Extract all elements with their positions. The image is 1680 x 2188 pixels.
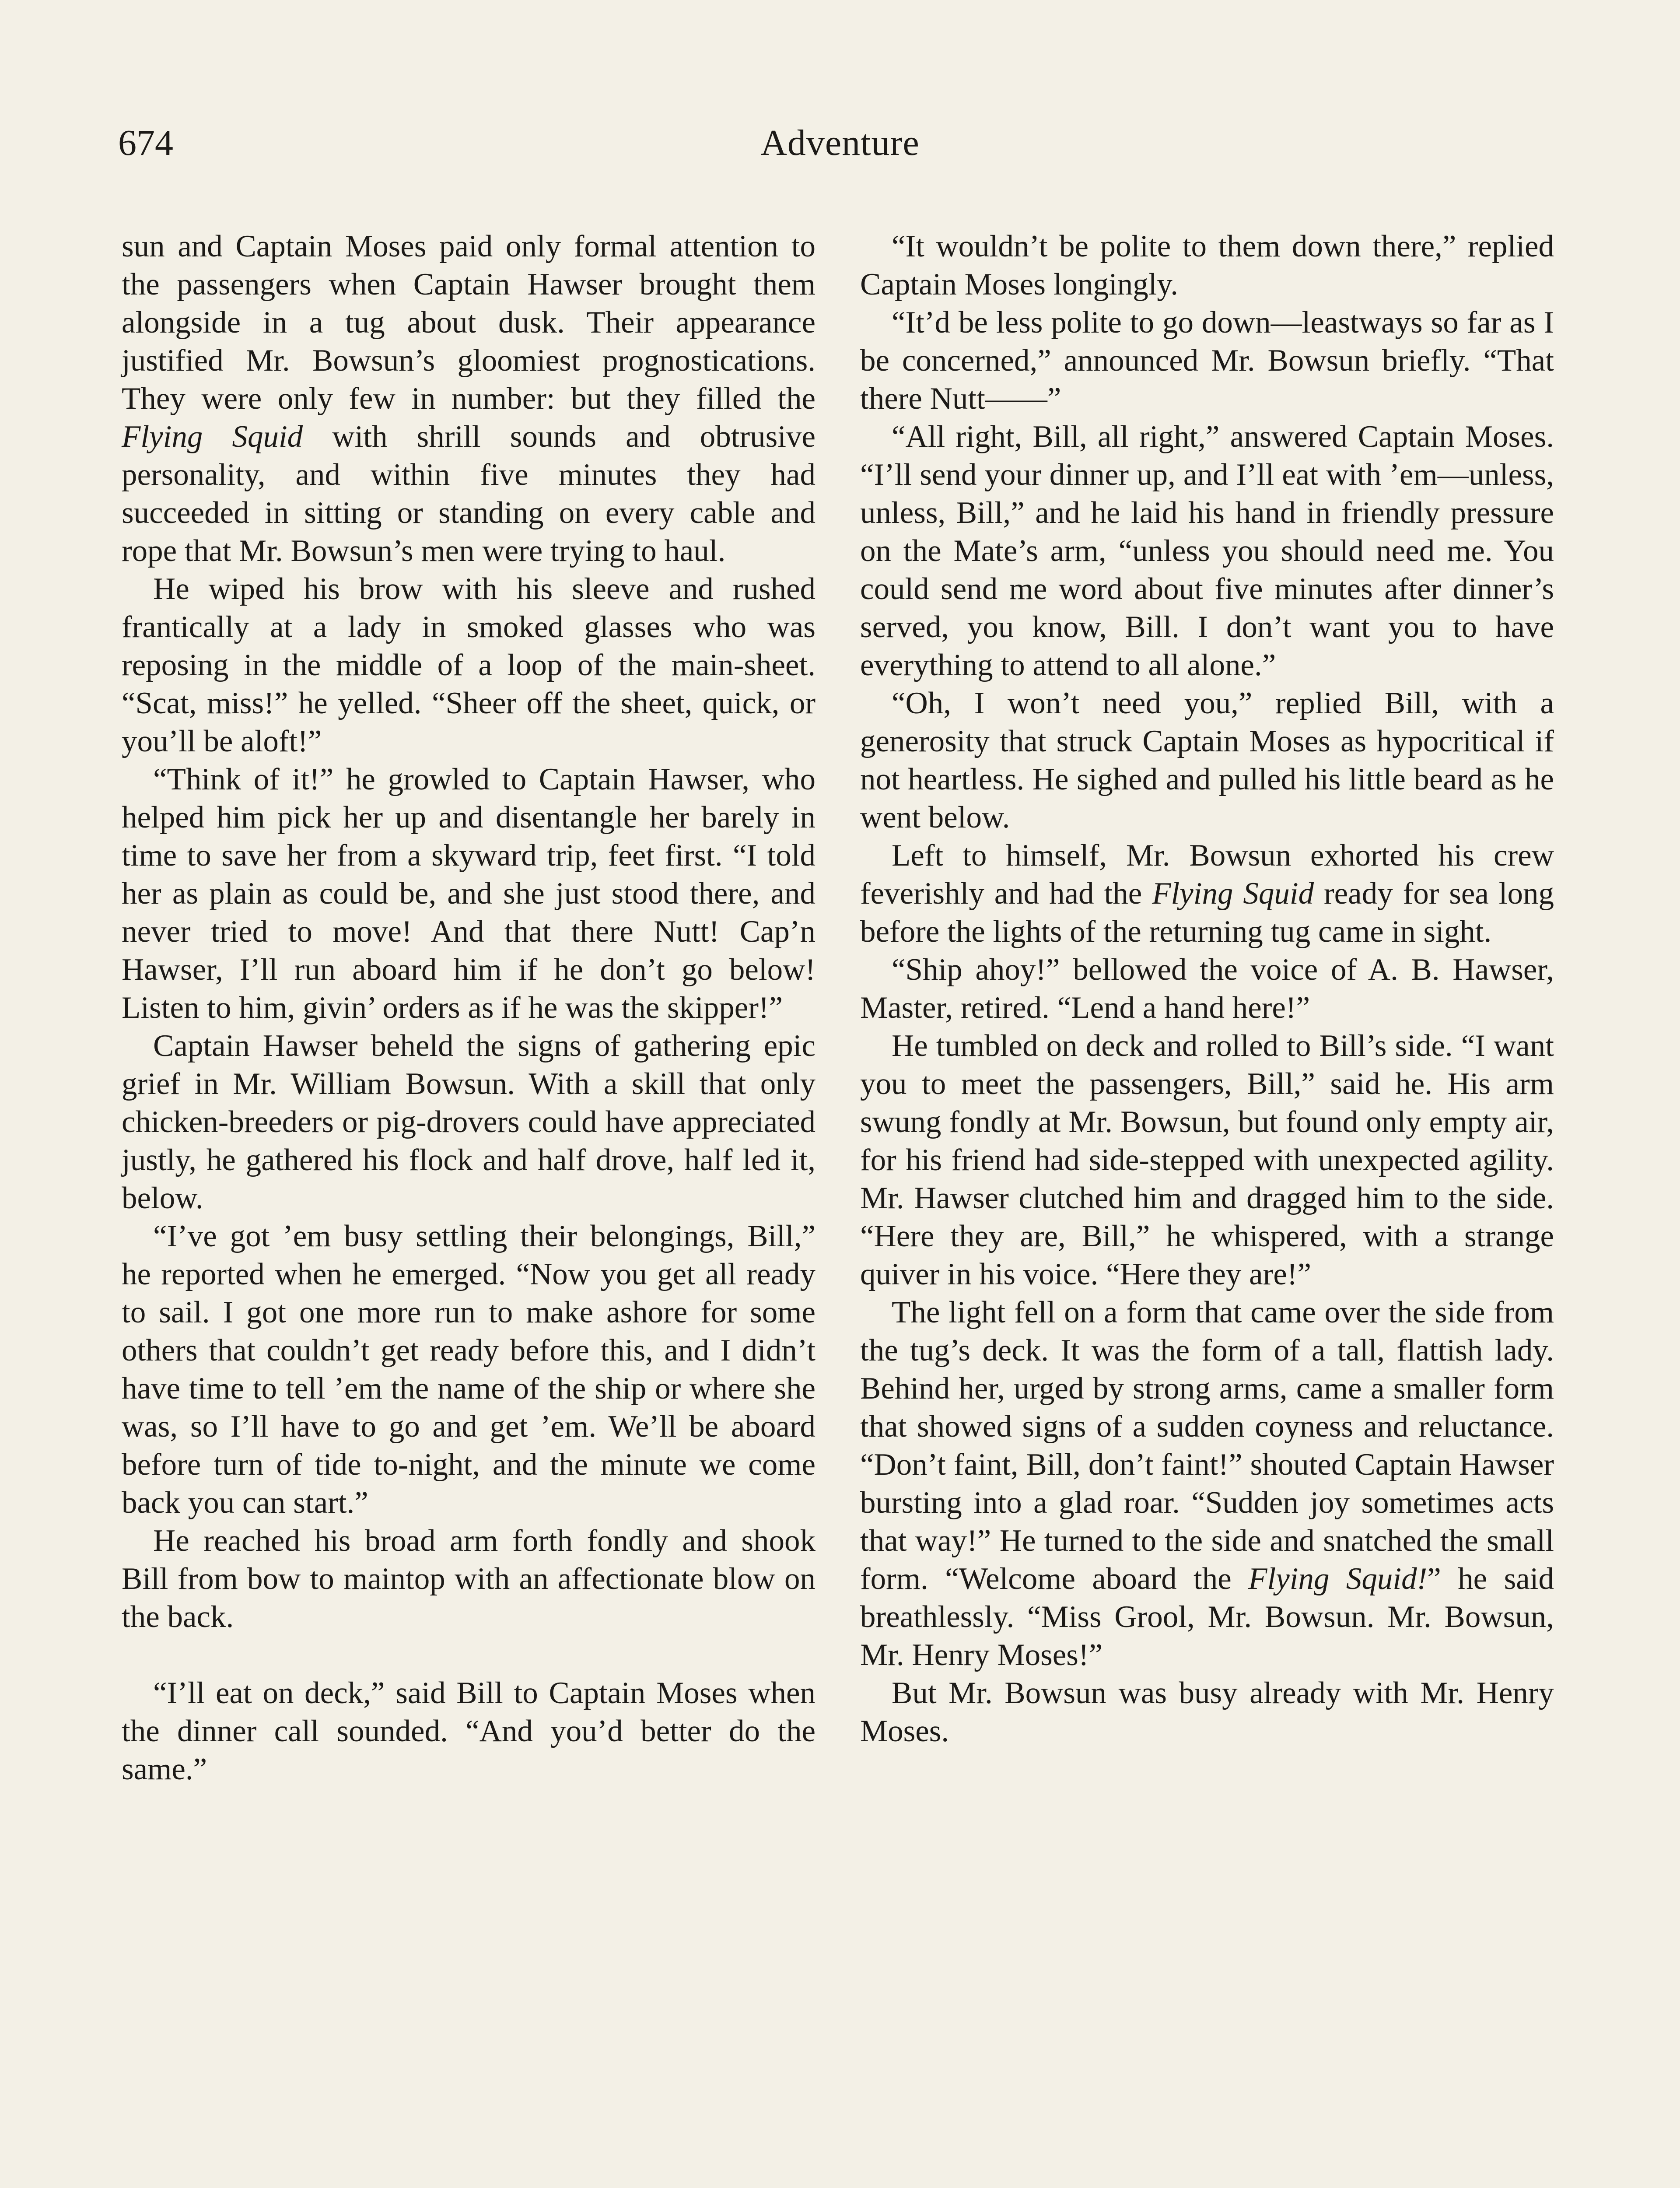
text-run: Captain Hawser beheld the signs of gathering epic grief in Mr. William Bowsun. With a skill that only chicken-breeders or pig-drovers could have appreciated justly, he gathered his flock and half drove, half led it, below. bbox=[122, 1029, 816, 1215]
page-number: 674 bbox=[118, 123, 173, 163]
text-run: He reached his broad arm forth fondly and shook Bill from bow to maintop with an affectionate blow on the back. bbox=[122, 1524, 816, 1634]
running-head: Adventure bbox=[760, 123, 920, 163]
paragraph bbox=[122, 1027, 816, 1217]
paragraph bbox=[122, 1217, 816, 1522]
paragraph bbox=[860, 1027, 1554, 1294]
italic-text: Flying Squid bbox=[122, 420, 303, 454]
text-run: “Ship ahoy!” bellowed the voice of A. B. Hawser, Master, retired. “Lend a hand here!” bbox=[860, 953, 1554, 1025]
text-run: He wiped his brow with his sleeve and rushed frantically at a lady in smoked glasses who was reposing in the middle of a loop of the main-sheet. “Scat, miss!” he yelled. “Sheer off the sheet, quick, or you’ll be aloft!” bbox=[122, 572, 816, 758]
paragraph bbox=[122, 1674, 816, 1788]
right-column bbox=[860, 228, 1554, 1750]
steamship-illustration bbox=[127, 2184, 1553, 2188]
text-run: The light fell on a form that came over the side from the tug’s deck. It was the form of a tall, flattish lady. Behind her, urged by strong arms, came a smaller form that showed signs of a sudden coyness and reluctance. “Don’t faint, Bill, don’t faint!” shouted Captain Hawser bursting into a glad roar. “Sudden joy sometimes acts that way!” He turned to the side and snatched the small form. “Welcome aboard the bbox=[860, 1295, 1554, 1596]
text-run: sun and Captain Moses paid only formal attention to the passengers when Captain Hawser brought them alongside in a tug about dusk. Their appearance justified Mr. Bowsun’s gloomiest prognostications. They were only few in number: but they filled the bbox=[122, 229, 816, 416]
paragraph bbox=[860, 228, 1554, 304]
text-run: “It wouldn’t be polite to them down there,” replied Captain Moses longingly. bbox=[860, 229, 1554, 302]
paragraph bbox=[860, 684, 1554, 837]
italic-text: Flying Squid bbox=[1152, 877, 1314, 911]
italic-text: Flying Squid! bbox=[1248, 1562, 1428, 1596]
text-run: “I’ve got ’em busy settling their belongings, Bill,” he reported when he emerged. “Now you get all ready to sail. I got one more run to make ashore for some others that couldn’t get ready before this, and I didn’t have time to tell ’em the name of the ship or where she was, so I’ll have to go and get ’em. We’ll be aboard before turn of tide to-night, and the minute we come back you can start.” bbox=[122, 1219, 816, 1520]
text-run: “All right, Bill, all right,” answered Captain Moses. “I’ll send your dinner up, and I’ll eat with ’em—unless, unless, Bill,” and he laid his hand in friendly pressure on the Mate’s arm, “unless you should need me. You could send me word about five minutes after dinner’s served, you know, Bill. I don’t want you to have everything to attend to all alone.” bbox=[860, 420, 1554, 682]
paragraph bbox=[860, 1294, 1554, 1674]
text-run: Left to himself, Mr. Bowsun exhorted his crew feverishly and had the bbox=[860, 838, 1554, 911]
text-run: “Oh, I won’t need you,” replied Bill, with a generosity that struck Captain Moses as hypocritical if not heartless. He sighed and pulled his little beard as he went below. bbox=[860, 686, 1554, 835]
left-column bbox=[122, 228, 816, 1788]
text-run: But Mr. Bowsun was busy already with Mr. Henry Moses. bbox=[860, 1676, 1554, 1748]
text-run: “I’ll eat on deck,” said Bill to Captain Moses when the dinner call sounded. “And you’d better do the same.” bbox=[122, 1676, 816, 1786]
text-run: ” he said breathlessly. “Miss Grool, Mr. Bowsun. Mr. Bowsun, Mr. Henry Moses!” bbox=[860, 1562, 1554, 1672]
paragraph bbox=[860, 1674, 1554, 1750]
paragraph bbox=[860, 418, 1554, 684]
text-run: “Think of it!” he growled to Captain Hawser, who helped him pick her up and disentangle her barely in time to save her from a skyward trip, feet first. “I told her as plain as could be, and she just stood there, and never tried to move! And that there Nutt! Cap’n Hawser, I’ll run aboard him if he don’t go below! Listen to him, givin’ orders as if he was the skipper!” bbox=[122, 762, 816, 1025]
paragraph bbox=[860, 951, 1554, 1027]
paragraph bbox=[122, 228, 816, 570]
paragraph bbox=[122, 570, 816, 761]
text-run: ready for sea long before the lights of the returning tug came in sight. bbox=[860, 877, 1554, 949]
text-run: “It’d be less polite to go down—leastways so far as I be concerned,” announced Mr. Bowsun briefly. “That there Nutt——” bbox=[860, 305, 1554, 416]
paragraph bbox=[122, 761, 816, 1027]
text-run: He tumbled on deck and rolled to Bill’s side. “I want you to meet the passengers, Bill,” said he. His arm swung fondly at Mr. Bowsun, but found only empty air, for his friend had side-stepped with unexpected agility. Mr. Hawser clutched him and dragged him to the side. “Here they are, Bill,” he whispered, with a strange quiver in his voice. “Here they are!” bbox=[860, 1029, 1554, 1291]
paragraph bbox=[122, 1522, 816, 1636]
text-run: with shrill sounds and obtrusive personality, and within five minutes they had succeeded in sitting or standing on every cable and rope that Mr. Bowsun’s men were trying to haul. bbox=[122, 420, 816, 568]
paragraph bbox=[860, 837, 1554, 951]
paragraph bbox=[860, 304, 1554, 418]
